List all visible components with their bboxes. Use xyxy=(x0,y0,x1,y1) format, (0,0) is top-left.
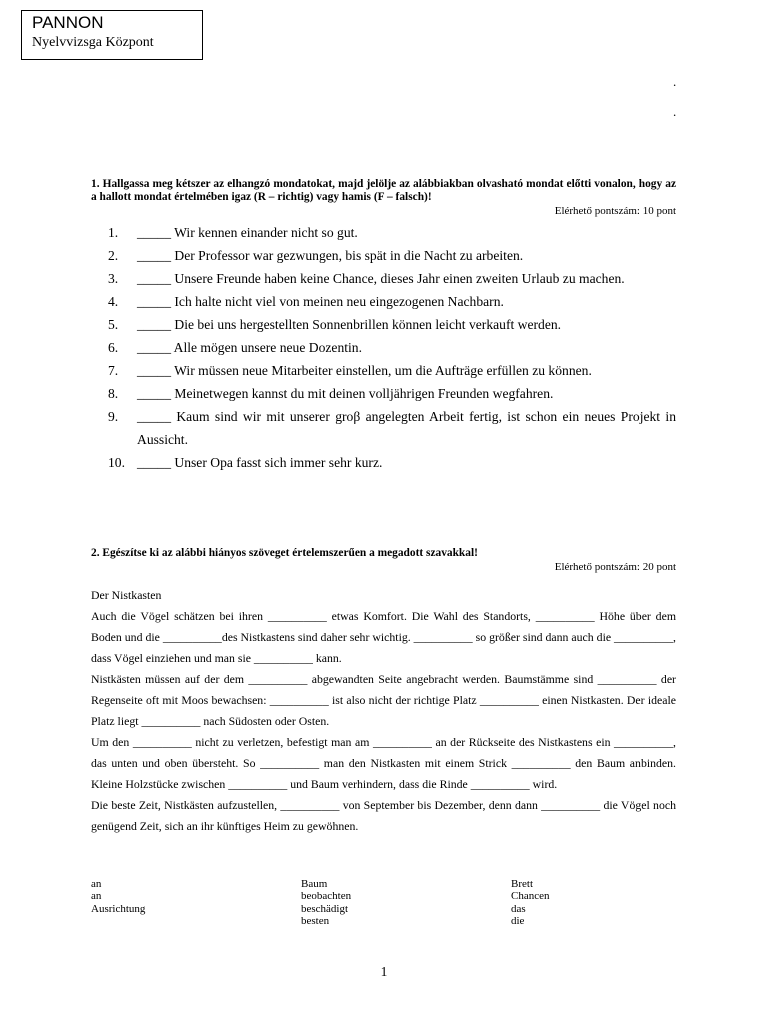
word-bank-item: das xyxy=(511,902,526,915)
question-text: _____ Unser Opa fasst sich immer sehr kurz. xyxy=(137,455,383,470)
question-number: 9. xyxy=(108,409,119,424)
question-number: 3. xyxy=(108,271,119,286)
question-item xyxy=(108,221,676,244)
cloze-paragraph: Um den __________ nicht zu verletzen, befestigt man am __________ an der Rückseite des Nistkastens ein __________, das unten und oben übersteht. So __________ man den Nistkasten mit einem Strick __________ den Baum anbinden. Kleine Holzstücke zwischen __________ und Baum verhindern, dass die Rinde __________ wird. xyxy=(91,735,676,791)
question-text: _____ Meinetwegen kannst du mit deinen volljährigen Freunden wegfahren. xyxy=(137,386,554,401)
question-item xyxy=(108,382,676,405)
cloze-text xyxy=(91,585,676,837)
question-text: _____ Die bei uns hergestellten Sonnenbrillen können leicht verkauft werden. xyxy=(137,317,562,332)
question-number: 6. xyxy=(108,340,119,355)
word-bank-item: an xyxy=(91,878,102,890)
question-text: _____ Wir müssen neue Mitarbeiter einstellen, um die Aufträge erfüllen zu können. xyxy=(137,363,592,378)
header-dot: . xyxy=(673,104,677,119)
question-item xyxy=(108,290,676,313)
organization-subtitle: Nyelvvizsga Központ xyxy=(32,35,154,50)
question-number: 4. xyxy=(108,294,119,309)
cloze-heading: Der Nistkasten xyxy=(91,588,162,602)
word-bank-item: besten xyxy=(301,915,330,928)
word-bank-item: Chancen xyxy=(511,890,550,903)
cloze-paragraph: Auch die Vögel schätzen bei ihren __________ etwas Komfort. Die Wahl des Standorts, __________ Höhe über dem Boden und die __________des Nistkastens sind daher sehr wichtig. __________ so größer sind dann auch die __________, dass Vögel einziehen und man sie __________ kann. xyxy=(91,609,676,665)
word-bank-item: Baum xyxy=(301,878,328,890)
section2-points: Elérhető pontszám: 20 pont xyxy=(554,561,676,573)
header-dot: . xyxy=(673,74,677,89)
word-bank-item: an xyxy=(91,890,102,903)
page-number: 1 xyxy=(380,964,388,979)
question-text: _____ Wir kennen einander nicht so gut. xyxy=(137,225,358,240)
question-item xyxy=(108,451,676,474)
word-bank-column xyxy=(511,878,549,928)
true-false-question-list xyxy=(108,221,676,474)
question-text: _____ Ich halte nicht viel von meinen neu eingezogenen Nachbarn. xyxy=(137,294,504,309)
question-number: 5. xyxy=(108,317,119,332)
organization-logo-box xyxy=(21,10,203,60)
cloze-paragraph: Nistkästen müssen auf der dem __________ abgewandten Seite angebracht werden. Baumstämme sind __________ der Regenseite oft mit Moos bewachsen: __________ ist also nicht der richtige Platz __________ einen Nistkasten. Der ideale Platz liegt __________ nach Südosten oder Osten. xyxy=(91,672,676,728)
question-text: _____ Kaum sind wir mit unserer groβ angelegten Arbeit fertig, ist schon ein neues Projekt in Aussicht. xyxy=(137,409,676,447)
word-bank-item: beschädigt xyxy=(301,902,349,915)
word-bank-item: Brett xyxy=(511,878,533,890)
question-item xyxy=(108,313,676,336)
section1-points: Elérhető pontszám: 10 pont xyxy=(554,205,676,217)
question-text: _____ Der Professor war gezwungen, bis spät in die Nacht zu arbeiten. xyxy=(137,248,524,263)
word-bank-column xyxy=(301,878,351,928)
question-item xyxy=(108,359,676,382)
word-bank-column xyxy=(91,878,145,915)
question-item xyxy=(108,336,676,359)
question-number: 1. xyxy=(108,225,119,240)
question-text: _____ Alle mögen unsere neue Dozentin. xyxy=(137,340,362,355)
question-item xyxy=(108,405,676,451)
section2-instructions: 2. Egészítse ki az alábbi hiányos szöveget értelemszerűen a megadott szavakkal! xyxy=(91,547,478,559)
question-text: _____ Unsere Freunde haben keine Chance, dieses Jahr einen zweiten Urlaub zu machen. xyxy=(137,271,625,286)
word-bank-item: die xyxy=(511,915,525,928)
section1-instructions: 1. Hallgassa meg kétszer az elhangzó mondatokat, majd jelölje az alábbiakban olvasható mondat előtti vonalon, hogy az a hallott mondat értelmében igaz (R – richtig) vagy hamis (F – falsch)! xyxy=(91,178,676,203)
word-bank-item: beobachten xyxy=(301,890,352,903)
question-item xyxy=(108,267,676,290)
question-number: 8. xyxy=(108,386,119,401)
question-item xyxy=(108,244,676,267)
question-number: 10. xyxy=(108,455,125,470)
word-bank-item: Ausrichtung xyxy=(91,902,146,915)
question-number: 2. xyxy=(108,248,119,263)
question-number: 7. xyxy=(108,363,119,378)
organization-name: PANNON xyxy=(32,13,104,32)
cloze-paragraph: Die beste Zeit, Nistkästen aufzustellen, __________ von September bis Dezember, denn dann __________ die Vögel noch genügend Zeit, sich an ihr künftiges Heim zu gewöhnen. xyxy=(91,798,676,833)
